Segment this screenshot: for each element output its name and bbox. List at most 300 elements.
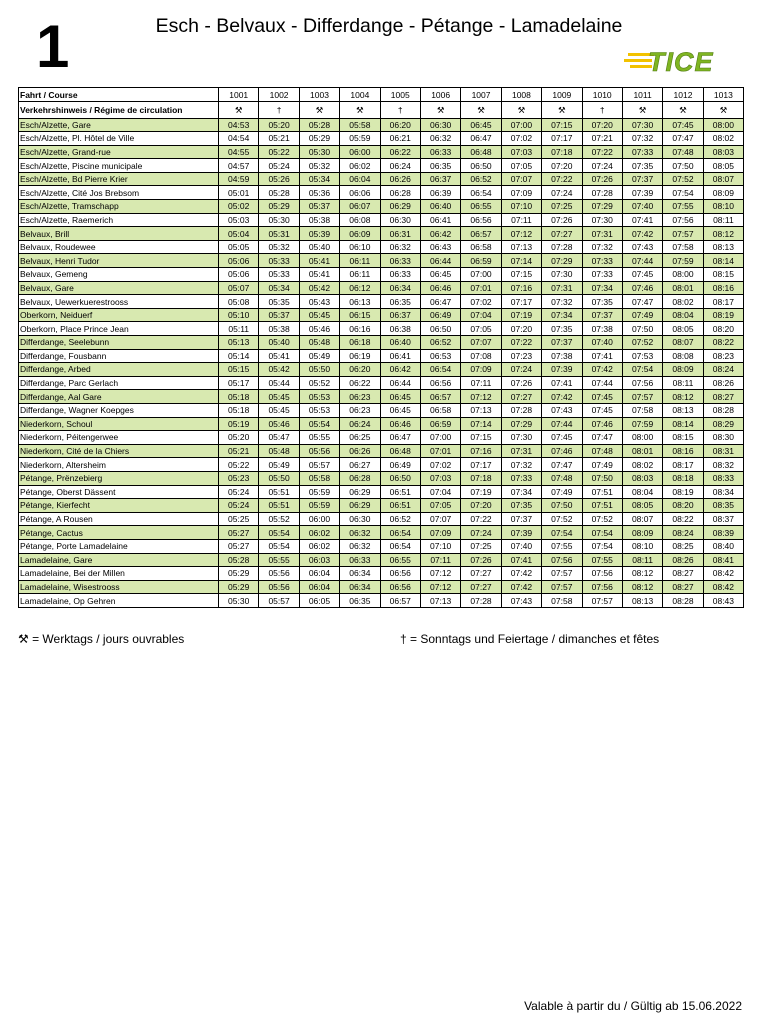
departure-time: 05:03 bbox=[219, 213, 259, 227]
departure-time: 05:51 bbox=[259, 499, 299, 513]
departure-time: 07:42 bbox=[501, 567, 541, 581]
departure-time: 06:04 bbox=[340, 172, 380, 186]
departure-time: 07:11 bbox=[461, 376, 501, 390]
departure-time: 07:34 bbox=[542, 308, 582, 322]
departure-time: 08:42 bbox=[703, 567, 743, 581]
departure-time: 06:08 bbox=[340, 213, 380, 227]
departure-time: 07:21 bbox=[582, 132, 622, 146]
departure-time: 07:56 bbox=[622, 376, 662, 390]
stop-name: Esch/Alzette, Raemerich bbox=[19, 213, 219, 227]
departure-time: 07:39 bbox=[501, 526, 541, 540]
stop-row bbox=[19, 186, 744, 200]
regime-label: Verkehrshinweis / Régime de circulation bbox=[19, 102, 219, 119]
stop-row bbox=[19, 376, 744, 390]
stop-row bbox=[19, 349, 744, 363]
departure-time: 07:02 bbox=[461, 295, 501, 309]
departure-time: 08:03 bbox=[703, 145, 743, 159]
departure-time: 05:20 bbox=[259, 118, 299, 132]
departure-time: 08:43 bbox=[703, 594, 743, 608]
departure-time: 07:19 bbox=[501, 308, 541, 322]
departure-time: 07:34 bbox=[501, 485, 541, 499]
departure-time: 06:30 bbox=[340, 512, 380, 526]
departure-time: 06:02 bbox=[299, 539, 339, 553]
trip-number: 1011 bbox=[622, 88, 662, 102]
departure-time: 04:57 bbox=[219, 159, 259, 173]
departure-time: 07:52 bbox=[622, 336, 662, 350]
sunday-cross-icon: † bbox=[380, 102, 420, 119]
departure-time: 06:05 bbox=[299, 594, 339, 608]
departure-time: 08:05 bbox=[703, 159, 743, 173]
departure-time: 06:33 bbox=[380, 268, 420, 282]
departure-time: 06:51 bbox=[380, 485, 420, 499]
departure-time: 07:38 bbox=[542, 349, 582, 363]
departure-time: 08:16 bbox=[663, 444, 703, 458]
departure-time: 07:18 bbox=[542, 145, 582, 159]
departure-time: 05:07 bbox=[219, 281, 259, 295]
departure-time: 05:58 bbox=[340, 118, 380, 132]
departure-time: 08:33 bbox=[703, 471, 743, 485]
departure-time: 08:00 bbox=[703, 118, 743, 132]
stop-row bbox=[19, 390, 744, 404]
departure-time: 05:06 bbox=[219, 254, 259, 268]
departure-time: 08:11 bbox=[703, 213, 743, 227]
trip-number: 1004 bbox=[340, 88, 380, 102]
departure-time: 04:53 bbox=[219, 118, 259, 132]
stop-name: Pétange, Cactus bbox=[19, 526, 219, 540]
stop-row bbox=[19, 322, 744, 336]
departure-time: 06:13 bbox=[340, 295, 380, 309]
stop-row bbox=[19, 471, 744, 485]
departure-time: 07:35 bbox=[542, 322, 582, 336]
stop-row bbox=[19, 499, 744, 513]
departure-time: 05:59 bbox=[340, 132, 380, 146]
departure-time: 05:52 bbox=[299, 376, 339, 390]
departure-time: 07:56 bbox=[582, 580, 622, 594]
departure-time: 06:40 bbox=[380, 336, 420, 350]
trip-number: 1006 bbox=[420, 88, 460, 102]
departure-time: 05:48 bbox=[299, 336, 339, 350]
weekday-hammer-icon: ⚒ bbox=[501, 102, 541, 119]
departure-time: 07:41 bbox=[542, 376, 582, 390]
departure-time: 08:00 bbox=[663, 268, 703, 282]
departure-time: 07:45 bbox=[663, 118, 703, 132]
departure-time: 06:45 bbox=[380, 403, 420, 417]
departure-time: 06:46 bbox=[420, 281, 460, 295]
departure-time: 06:34 bbox=[380, 281, 420, 295]
stop-row bbox=[19, 403, 744, 417]
departure-time: 05:51 bbox=[259, 485, 299, 499]
departure-time: 08:12 bbox=[622, 580, 662, 594]
departure-time: 05:27 bbox=[219, 526, 259, 540]
departure-time: 07:56 bbox=[542, 553, 582, 567]
departure-time: 04:54 bbox=[219, 132, 259, 146]
line-number: 1 bbox=[36, 13, 70, 80]
departure-time: 06:44 bbox=[380, 376, 420, 390]
departure-time: 07:54 bbox=[622, 363, 662, 377]
departure-time: 07:46 bbox=[542, 444, 582, 458]
departure-time: 07:22 bbox=[461, 512, 501, 526]
departure-time: 07:40 bbox=[501, 539, 541, 553]
departure-time: 07:52 bbox=[663, 172, 703, 186]
departure-time: 08:14 bbox=[663, 417, 703, 431]
departure-time: 05:38 bbox=[259, 322, 299, 336]
departure-time: 07:34 bbox=[582, 281, 622, 295]
departure-time: 07:43 bbox=[622, 240, 662, 254]
stop-name: Belvaux, Gemeng bbox=[19, 268, 219, 282]
departure-time: 05:22 bbox=[259, 145, 299, 159]
departure-time: 07:13 bbox=[461, 403, 501, 417]
trip-number: 1013 bbox=[703, 88, 743, 102]
departure-time: 08:12 bbox=[663, 390, 703, 404]
legend-weekdays: ⚒ = Werktags / jours ouvrables bbox=[18, 632, 185, 646]
departure-time: 07:00 bbox=[420, 431, 460, 445]
departure-time: 07:30 bbox=[542, 268, 582, 282]
departure-time: 06:54 bbox=[461, 186, 501, 200]
stop-row bbox=[19, 145, 744, 159]
stop-name: Belvaux, Roudewee bbox=[19, 240, 219, 254]
departure-time: 08:26 bbox=[663, 553, 703, 567]
departure-time: 08:01 bbox=[663, 281, 703, 295]
trip-label: Fahrt / Course bbox=[19, 88, 219, 102]
departure-time: 05:18 bbox=[219, 390, 259, 404]
stop-name: Differdange, Parc Gerlach bbox=[19, 376, 219, 390]
departure-time: 08:30 bbox=[703, 431, 743, 445]
departure-time: 08:13 bbox=[703, 240, 743, 254]
departure-time: 05:21 bbox=[219, 444, 259, 458]
departure-time: 07:47 bbox=[622, 295, 662, 309]
stop-name: Esch/Alzette, Pl. Hôtel de Ville bbox=[19, 132, 219, 146]
departure-time: 05:11 bbox=[219, 322, 259, 336]
trip-number: 1010 bbox=[582, 88, 622, 102]
stop-name: Belvaux, Brill bbox=[19, 227, 219, 241]
departure-time: 07:15 bbox=[542, 118, 582, 132]
departure-time: 07:26 bbox=[461, 553, 501, 567]
departure-time: 06:03 bbox=[299, 553, 339, 567]
departure-time: 06:19 bbox=[340, 349, 380, 363]
departure-time: 06:42 bbox=[420, 227, 460, 241]
departure-time: 08:15 bbox=[703, 268, 743, 282]
departure-time: 05:57 bbox=[299, 458, 339, 472]
departure-time: 05:33 bbox=[259, 254, 299, 268]
departure-time: 07:31 bbox=[501, 444, 541, 458]
weekday-hammer-icon: ⚒ bbox=[461, 102, 501, 119]
departure-time: 06:39 bbox=[420, 186, 460, 200]
stop-name: Lamadelaine, Wisestrooss bbox=[19, 580, 219, 594]
regime-row bbox=[19, 102, 744, 119]
stop-name: Oberkorn, Place Prince Jean bbox=[19, 322, 219, 336]
departure-time: 05:27 bbox=[219, 539, 259, 553]
departure-time: 05:50 bbox=[259, 471, 299, 485]
departure-time: 06:20 bbox=[380, 118, 420, 132]
departure-time: 06:38 bbox=[380, 322, 420, 336]
departure-time: 05:45 bbox=[259, 390, 299, 404]
departure-time: 05:06 bbox=[219, 268, 259, 282]
departure-time: 06:04 bbox=[299, 580, 339, 594]
departure-time: 07:07 bbox=[501, 172, 541, 186]
departure-time: 05:25 bbox=[219, 512, 259, 526]
departure-time: 07:56 bbox=[582, 567, 622, 581]
stop-row bbox=[19, 567, 744, 581]
departure-time: 05:35 bbox=[259, 295, 299, 309]
departure-time: 08:18 bbox=[663, 471, 703, 485]
departure-time: 06:44 bbox=[420, 254, 460, 268]
departure-time: 05:40 bbox=[259, 336, 299, 350]
stop-name: Pétange, A Rousen bbox=[19, 512, 219, 526]
stop-name: Pétange, Prënzebierg bbox=[19, 471, 219, 485]
departure-time: 06:29 bbox=[340, 499, 380, 513]
departure-time: 07:55 bbox=[663, 200, 703, 214]
departure-time: 08:42 bbox=[703, 580, 743, 594]
departure-time: 05:46 bbox=[299, 322, 339, 336]
departure-time: 08:31 bbox=[703, 444, 743, 458]
departure-time: 06:32 bbox=[340, 539, 380, 553]
departure-time: 05:52 bbox=[259, 512, 299, 526]
stop-name: Belvaux, Uewerkuerestrooss bbox=[19, 295, 219, 309]
departure-time: 05:28 bbox=[259, 186, 299, 200]
departure-time: 07:44 bbox=[542, 417, 582, 431]
departure-time: 05:26 bbox=[259, 172, 299, 186]
departure-time: 07:30 bbox=[622, 118, 662, 132]
departure-time: 07:52 bbox=[582, 512, 622, 526]
departure-time: 05:22 bbox=[219, 458, 259, 472]
departure-time: 07:57 bbox=[663, 227, 703, 241]
departure-time: 07:57 bbox=[542, 580, 582, 594]
route-title: Esch - Belvaux - Differdange - Pétange - Lamadelaine bbox=[155, 15, 623, 37]
stop-name: Pétange, Kierfecht bbox=[19, 499, 219, 513]
weekday-hammer-icon: ⚒ bbox=[542, 102, 582, 119]
departure-time: 08:26 bbox=[703, 376, 743, 390]
departure-time: 07:54 bbox=[663, 186, 703, 200]
departure-time: 06:35 bbox=[340, 594, 380, 608]
stop-row bbox=[19, 268, 744, 282]
departure-time: 07:39 bbox=[622, 186, 662, 200]
departure-time: 05:24 bbox=[219, 499, 259, 513]
departure-time: 07:48 bbox=[582, 444, 622, 458]
trip-number: 1005 bbox=[380, 88, 420, 102]
departure-time: 07:04 bbox=[461, 308, 501, 322]
departure-time: 07:30 bbox=[501, 431, 541, 445]
departure-time: 06:02 bbox=[340, 159, 380, 173]
departure-time: 06:24 bbox=[340, 417, 380, 431]
departure-time: 06:25 bbox=[340, 431, 380, 445]
departure-time: 07:55 bbox=[582, 553, 622, 567]
departure-time: 07:59 bbox=[622, 417, 662, 431]
departure-time: 05:43 bbox=[299, 295, 339, 309]
departure-time: 07:39 bbox=[542, 363, 582, 377]
departure-time: 08:03 bbox=[622, 471, 662, 485]
departure-time: 07:32 bbox=[622, 132, 662, 146]
departure-time: 05:15 bbox=[219, 363, 259, 377]
trip-number: 1001 bbox=[219, 88, 259, 102]
departure-time: 07:42 bbox=[582, 363, 622, 377]
departure-time: 07:42 bbox=[501, 580, 541, 594]
departure-time: 06:55 bbox=[461, 200, 501, 214]
departure-time: 07:27 bbox=[501, 390, 541, 404]
departure-time: 07:43 bbox=[501, 594, 541, 608]
departure-time: 05:30 bbox=[219, 594, 259, 608]
departure-time: 08:17 bbox=[663, 458, 703, 472]
stop-name: Pétange, Oberst Dässent bbox=[19, 485, 219, 499]
departure-time: 07:50 bbox=[622, 322, 662, 336]
departure-time: 05:53 bbox=[299, 403, 339, 417]
departure-time: 07:00 bbox=[501, 118, 541, 132]
departure-time: 05:59 bbox=[299, 485, 339, 499]
departure-time: 07:46 bbox=[622, 281, 662, 295]
departure-time: 06:22 bbox=[380, 145, 420, 159]
departure-time: 06:23 bbox=[340, 403, 380, 417]
departure-time: 07:03 bbox=[420, 471, 460, 485]
departure-time: 08:32 bbox=[703, 458, 743, 472]
departure-time: 08:10 bbox=[622, 539, 662, 553]
departure-time: 05:20 bbox=[219, 431, 259, 445]
departure-time: 07:28 bbox=[501, 403, 541, 417]
departure-time: 06:43 bbox=[420, 240, 460, 254]
stop-row bbox=[19, 431, 744, 445]
departure-time: 07:45 bbox=[582, 390, 622, 404]
departure-time: 06:23 bbox=[340, 390, 380, 404]
departure-time: 06:37 bbox=[420, 172, 460, 186]
departure-time: 07:12 bbox=[461, 390, 501, 404]
stop-row bbox=[19, 553, 744, 567]
trip-number: 1003 bbox=[299, 88, 339, 102]
stop-row bbox=[19, 254, 744, 268]
stop-name: Pétange, Porte Lamadelaine bbox=[19, 539, 219, 553]
departure-time: 08:11 bbox=[663, 376, 703, 390]
departure-time: 07:01 bbox=[461, 281, 501, 295]
departure-time: 07:31 bbox=[542, 281, 582, 295]
departure-time: 07:29 bbox=[582, 200, 622, 214]
departure-time: 07:47 bbox=[663, 132, 703, 146]
departure-time: 07:35 bbox=[622, 159, 662, 173]
departure-time: 07:48 bbox=[542, 471, 582, 485]
departure-time: 05:37 bbox=[259, 308, 299, 322]
departure-time: 06:46 bbox=[380, 417, 420, 431]
departure-time: 05:56 bbox=[299, 444, 339, 458]
weekday-hammer-icon: ⚒ bbox=[622, 102, 662, 119]
departure-time: 07:10 bbox=[501, 200, 541, 214]
departure-time: 08:09 bbox=[703, 186, 743, 200]
departure-time: 07:40 bbox=[582, 336, 622, 350]
departure-time: 07:26 bbox=[582, 172, 622, 186]
departure-time: 05:10 bbox=[219, 308, 259, 322]
departure-time: 07:47 bbox=[542, 458, 582, 472]
departure-time: 06:49 bbox=[380, 458, 420, 472]
departure-time: 05:34 bbox=[259, 281, 299, 295]
stop-row bbox=[19, 363, 744, 377]
departure-time: 07:55 bbox=[542, 539, 582, 553]
departure-time: 05:28 bbox=[219, 553, 259, 567]
departure-time: 05:29 bbox=[219, 580, 259, 594]
departure-time: 06:52 bbox=[420, 336, 460, 350]
departure-time: 07:13 bbox=[501, 240, 541, 254]
departure-time: 07:31 bbox=[582, 227, 622, 241]
departure-time: 07:17 bbox=[542, 132, 582, 146]
departure-time: 06:45 bbox=[420, 268, 460, 282]
departure-time: 06:35 bbox=[380, 295, 420, 309]
departure-time: 07:09 bbox=[461, 363, 501, 377]
departure-time: 07:50 bbox=[663, 159, 703, 173]
departure-time: 08:37 bbox=[703, 512, 743, 526]
departure-time: 05:48 bbox=[259, 444, 299, 458]
stop-row bbox=[19, 580, 744, 594]
departure-time: 05:44 bbox=[259, 376, 299, 390]
departure-time: 06:52 bbox=[461, 172, 501, 186]
stop-name: Oberkorn, Neiduerf bbox=[19, 308, 219, 322]
departure-time: 07:03 bbox=[501, 145, 541, 159]
departure-time: 06:29 bbox=[380, 200, 420, 214]
stop-name: Esch/Alzette, Bd Pierre Krier bbox=[19, 172, 219, 186]
departure-time: 05:41 bbox=[259, 349, 299, 363]
departure-time: 05:46 bbox=[259, 417, 299, 431]
stop-name: Esch/Alzette, Cité Jos Brebsom bbox=[19, 186, 219, 200]
departure-time: 05:05 bbox=[219, 240, 259, 254]
departure-time: 06:04 bbox=[299, 567, 339, 581]
departure-time: 06:56 bbox=[380, 567, 420, 581]
departure-time: 08:04 bbox=[663, 308, 703, 322]
departure-time: 06:30 bbox=[380, 213, 420, 227]
departure-time: 05:29 bbox=[259, 200, 299, 214]
stop-name: Niederkorn, Altersheim bbox=[19, 458, 219, 472]
departure-time: 07:48 bbox=[663, 145, 703, 159]
departure-time: 07:43 bbox=[542, 403, 582, 417]
departure-time: 07:16 bbox=[461, 444, 501, 458]
departure-time: 08:22 bbox=[663, 512, 703, 526]
validity-date: Valable à partir du / Gültig ab 15.06.2022 bbox=[524, 999, 742, 1013]
departure-time: 07:32 bbox=[501, 458, 541, 472]
departure-time: 07:41 bbox=[582, 349, 622, 363]
departure-time: 06:20 bbox=[340, 363, 380, 377]
departure-time: 08:12 bbox=[622, 567, 662, 581]
departure-time: 06:10 bbox=[340, 240, 380, 254]
departure-time: 07:38 bbox=[582, 322, 622, 336]
departure-time: 06:34 bbox=[340, 580, 380, 594]
departure-time: 05:49 bbox=[299, 349, 339, 363]
departure-time: 07:57 bbox=[582, 594, 622, 608]
departure-time: 05:34 bbox=[299, 172, 339, 186]
departure-time: 08:14 bbox=[703, 254, 743, 268]
stop-name: Differdange, Arbed bbox=[19, 363, 219, 377]
departure-time: 08:41 bbox=[703, 553, 743, 567]
stop-row bbox=[19, 308, 744, 322]
departure-time: 07:28 bbox=[461, 594, 501, 608]
departure-time: 06:54 bbox=[420, 363, 460, 377]
departure-time: 06:18 bbox=[340, 336, 380, 350]
departure-time: 08:07 bbox=[663, 336, 703, 350]
departure-time: 07:02 bbox=[501, 132, 541, 146]
departure-time: 06:26 bbox=[340, 444, 380, 458]
departure-time: 07:18 bbox=[461, 471, 501, 485]
departure-time: 05:36 bbox=[299, 186, 339, 200]
stop-row bbox=[19, 485, 744, 499]
departure-time: 07:33 bbox=[622, 145, 662, 159]
departure-time: 08:05 bbox=[622, 499, 662, 513]
departure-time: 06:54 bbox=[380, 539, 420, 553]
departure-time: 07:40 bbox=[622, 200, 662, 214]
departure-time: 07:58 bbox=[542, 594, 582, 608]
tice-logo bbox=[624, 46, 750, 76]
departure-time: 08:07 bbox=[622, 512, 662, 526]
departure-time: 06:59 bbox=[461, 254, 501, 268]
departure-time: 08:15 bbox=[663, 431, 703, 445]
departure-time: 05:49 bbox=[259, 458, 299, 472]
departure-time: 05:30 bbox=[299, 145, 339, 159]
departure-time: 05:01 bbox=[219, 186, 259, 200]
departure-time: 05:38 bbox=[299, 213, 339, 227]
departure-time: 07:29 bbox=[542, 254, 582, 268]
departure-time: 06:48 bbox=[461, 145, 501, 159]
departure-time: 07:09 bbox=[420, 526, 460, 540]
departure-time: 08:13 bbox=[622, 594, 662, 608]
